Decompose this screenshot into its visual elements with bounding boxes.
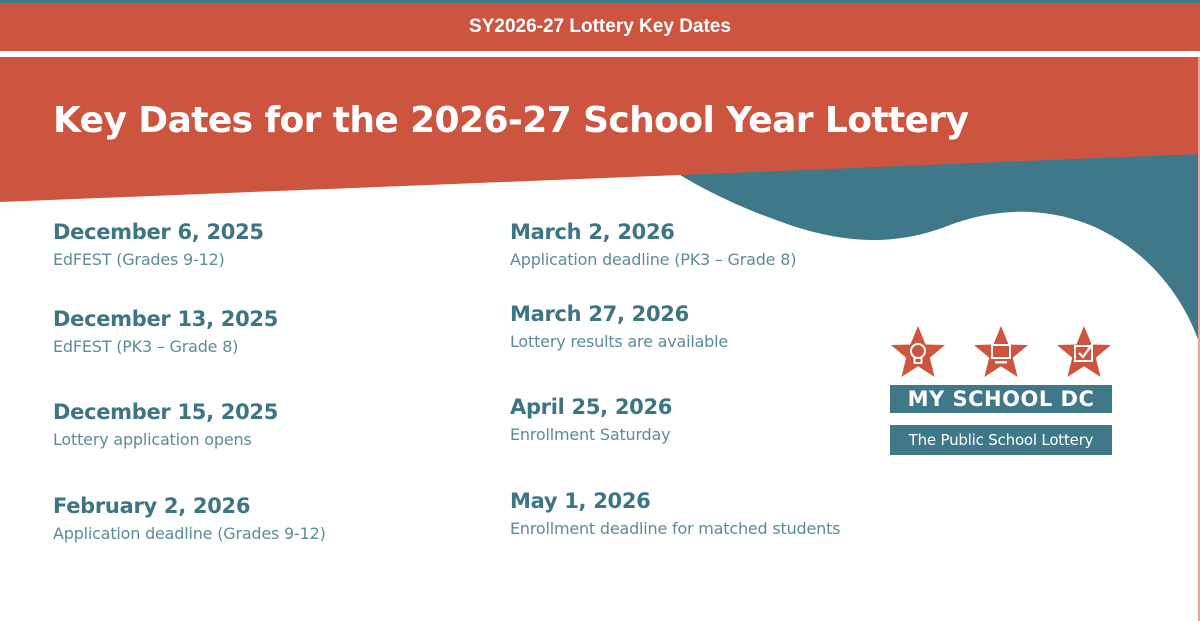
logo-stars <box>890 324 1112 382</box>
event-description: Application deadline (Grades 9-12) <box>53 524 326 543</box>
event-date: April 25, 2026 <box>510 395 673 419</box>
event-date: December 15, 2025 <box>53 400 279 424</box>
key-date-item <box>510 394 672 446</box>
event-date: March 2, 2026 <box>510 220 675 244</box>
computer-icon <box>974 326 1028 377</box>
lightbulb-icon <box>891 326 945 377</box>
checkbox-icon <box>1057 326 1111 377</box>
event-description: Lottery results are available <box>510 332 729 351</box>
event-date: May 1, 2026 <box>510 489 651 513</box>
event-description: Enrollment deadline for matched students <box>510 519 841 538</box>
key-date-item <box>510 301 728 353</box>
header-bar <box>0 3 1200 51</box>
logo-tagline: The Public School Lottery <box>890 425 1112 455</box>
my-school-dc-logo <box>890 324 1112 456</box>
event-description: EdFEST (Grades 9-12) <box>53 250 225 269</box>
event-description: Enrollment Saturday <box>510 425 671 444</box>
logo-name: MY SCHOOL DC <box>890 385 1112 413</box>
key-date-item <box>53 219 264 271</box>
page-title: Key Dates for the 2026-27 School Year Lottery <box>53 100 969 141</box>
event-date: December 13, 2025 <box>53 307 279 331</box>
event-date: December 6, 2025 <box>53 220 264 244</box>
event-description: Application deadline (PK3 – Grade 8) <box>510 250 797 269</box>
event-description: EdFEST (PK3 – Grade 8) <box>53 337 239 356</box>
key-date-item <box>53 493 326 545</box>
event-date: February 2, 2026 <box>53 494 251 518</box>
header-title: SY2026-27 Lottery Key Dates <box>469 16 731 37</box>
key-date-item <box>53 399 278 451</box>
key-date-item <box>53 306 278 358</box>
key-date-item <box>510 219 796 271</box>
event-description: Lottery application opens <box>53 430 252 449</box>
key-date-item <box>510 488 840 540</box>
event-date: March 27, 2026 <box>510 302 689 326</box>
